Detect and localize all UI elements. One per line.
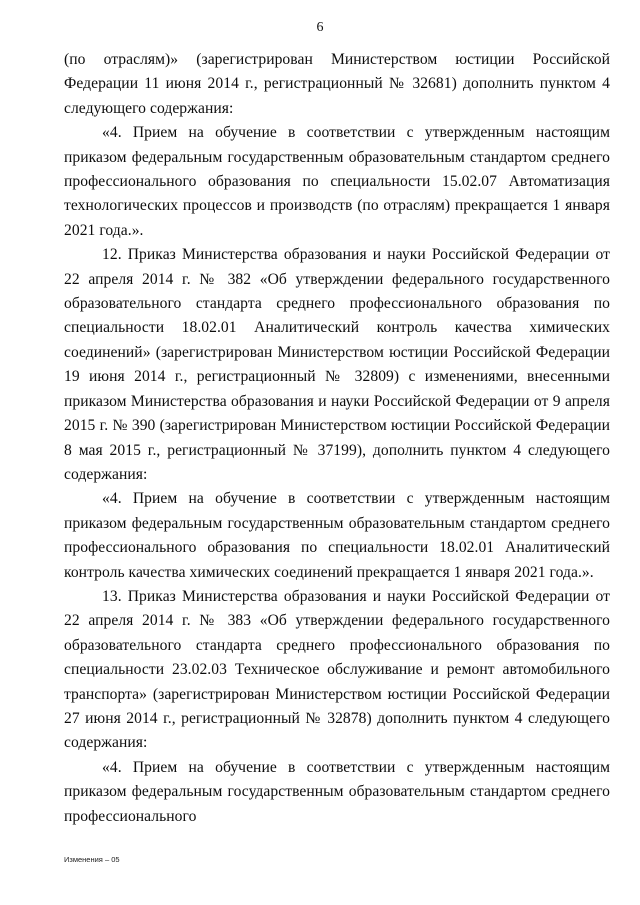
paragraph-3: 12. Приказ Министерства образования и науки Российской Федерации от 22 апреля 2014 г. № 382 «Об утверждении федерального государственного образовательного стандарта среднего профессионального образования по специальности 18.02.01 Аналитический контроль качества химических соединений» (зарегистрирован Министерством юстиции Российской Федерации 19 июня 2014 г., регистрационный № 32809) с изменениями, внесенными приказом Министерства образования и науки Российской Федерации от 9 апреля 2015 г. № 390 (зарегистрирован Министерством юстиции Российской Федерации 8 мая 2015 г., регистрационный № 37199), дополнить пунктом 4 следующего содержания: bbox=[64, 246, 610, 483]
paragraph-1: (по отраслям)» (зарегистрирован Министерством юстиции Российской Федерации 11 июня 2014 г., регистрационный № 32681) дополнить пунктом 4 следующего содержания: bbox=[64, 51, 610, 117]
document-body bbox=[64, 48, 610, 829]
paragraph-5: 13. Приказ Министерства образования и науки Российской Федерации от 22 апреля 2014 г. № 383 «Об утверждении федерального государственного образовательного стандарта среднего профессионального образования по специальности 23.02.03 Техническое обслуживание и ремонт автомобильного транспорта» (зарегистрирован Министерством юстиции Российской Федерации 27 июня 2014 г., регистрационный № 32878) дополнить пунктом 4 следующего содержания: bbox=[64, 587, 610, 752]
paragraph-2: «4. Прием на обучение в соответствии с утвержденным настоящим приказом федеральным государственным образовательным стандартом среднего профессионального образования по специальности 15.02.07 Автоматизация технологических процессов и производств (по отраслям) прекращается 1 января 2021 года.». bbox=[64, 124, 610, 239]
footer-revision-label: Изменения – 05 bbox=[64, 855, 120, 864]
paragraph-6: «4. Прием на обучение в соответствии с утвержденным настоящим приказом федеральным государственным образовательным стандартом среднего профессионального bbox=[64, 758, 610, 825]
paragraph-4: «4. Прием на обучение в соответствии с утвержденным настоящим приказом федеральным государственным образовательным стандартом среднего профессионального образования по специальности 18.02.01 Аналитический контроль качества химических соединений прекращается 1 января 2021 года.». bbox=[64, 490, 610, 581]
page-number: 6 bbox=[316, 20, 324, 35]
